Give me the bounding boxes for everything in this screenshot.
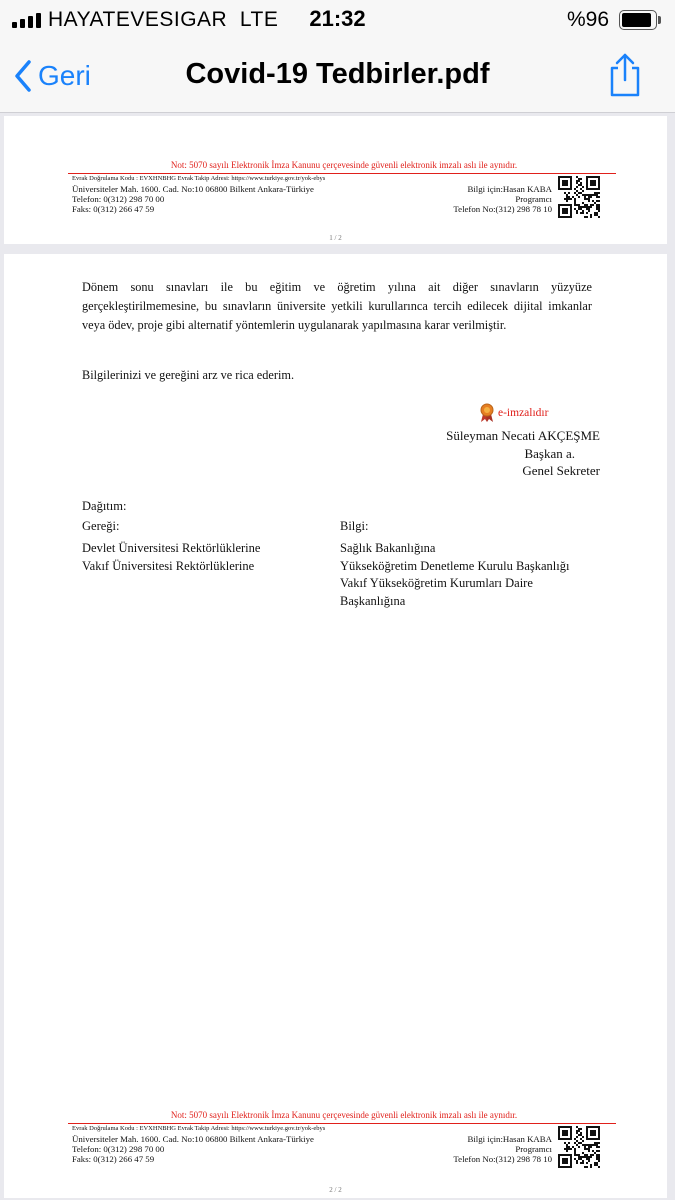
bilgi-list (340, 540, 569, 610)
battery-percent: %96 (566, 8, 609, 31)
verification-code: Evrak Doğrulama Kodu : EVXHNBHG Evrak Takip Adresi: https://www.turkiye.gov.tr/yok-ebys (72, 175, 326, 182)
page-number: 1 / 2 (329, 234, 342, 242)
footer-left (72, 174, 325, 214)
status-bar (0, 0, 675, 40)
legal-note: Not: 5070 sayılı Elektronik İmza Kanunu çerçevesinde güvenli elektronik imzalı aslı ile aynıdır. (170, 1110, 518, 1120)
letter-paragraph: Dönem sonu sınavları ile bu eğitim ve öğretim yılına ait diğer sınavların yüzyüze gerçekleştirilmemesine, bu sınavların üniversite yetkili kurullarınca tercih edilecek dijital imkanlar veya ödev, proje gibi alternatif yöntemlerin uygulanarak yapılmasına karar verilmiştir. (82, 280, 592, 332)
list-item: Başkanlığına (340, 593, 406, 608)
signer-role: Başkan a. (524, 445, 575, 461)
e-signature-badge (480, 403, 548, 423)
footer-contact: Bilgi için:Hasan KABA (467, 184, 552, 194)
bilgi-heading: Bilgi: (340, 519, 369, 533)
qr-code-icon (558, 176, 600, 218)
e-signature-label: e-imzalıdır (498, 407, 549, 419)
back-label: Geri (38, 60, 91, 91)
footer-phone: Telefon: 0(312) 298 70 00 (72, 1144, 165, 1154)
footer-phone: Telefon: 0(312) 298 70 00 (72, 194, 165, 204)
pdf-viewer[interactable] (0, 113, 675, 1200)
footer-fax: Faks: 0(312) 266 47 59 (72, 1154, 155, 1164)
qr-code-icon (558, 1126, 600, 1168)
document-title: Covid-19 Tedbirler.pdf (185, 58, 490, 90)
footer-contact-title: Programcı (515, 194, 552, 204)
list-item: Yükseköğretim Denetleme Kurulu Başkanlığı (340, 558, 570, 573)
footer-address: Üniversiteler Mah. 1600. Cad. No:10 06800 Bilkent Ankara-Türkiye (72, 184, 314, 194)
navigation-bar (0, 40, 675, 113)
footer-contact-phone: Telefon No:(312) 298 78 10 (453, 1154, 552, 1164)
footer-right (453, 1134, 552, 1164)
footer-contact-phone: Telefon No:(312) 298 78 10 (453, 204, 552, 214)
signature-block (404, 427, 600, 480)
letter-closing: Bilgilerinizi ve gereğini arz ve rica ederim. (82, 368, 295, 382)
list-item: Vakıf Yükseköğretim Kurumları Daire (340, 576, 533, 590)
footer-contact-title: Programcı (515, 1144, 552, 1154)
distribution-heading: Dağıtım: (82, 499, 127, 513)
status-time: 21:32 (309, 6, 366, 31)
footer-left (72, 1124, 325, 1164)
list-item: Devlet Üniversitesi Rektörlüklerine (82, 541, 261, 555)
page-number: 2 / 2 (329, 1186, 342, 1194)
footer-address: Üniversiteler Mah. 1600. Cad. No:10 06800 Bilkent Ankara-Türkiye (72, 1134, 314, 1144)
network-type: LTE (239, 8, 279, 31)
signer-title: Genel Sekreter (522, 463, 600, 478)
footer-contact: Bilgi için:Hasan KABA (467, 1134, 552, 1144)
verification-code: Evrak Doğrulama Kodu : EVXHNBHG Evrak Takip Adresi: https://www.turkiye.gov.tr/yok-ebys (72, 1125, 326, 1132)
gerei-list (82, 540, 260, 575)
battery-icon (619, 10, 661, 30)
pdf-page-2 (4, 254, 667, 1198)
footer-right (453, 184, 552, 214)
list-item: Sağlık Bakanlığına (340, 541, 436, 555)
carrier-name: HAYATEVESIGAR (48, 8, 228, 31)
ribbon-seal-icon (480, 403, 494, 423)
pdf-page-1 (4, 116, 667, 244)
share-icon (605, 52, 645, 98)
gerei-heading: Gereği: (82, 519, 120, 533)
signer-name: Süleyman Necati AKÇEŞME (446, 428, 600, 443)
legal-note: Not: 5070 sayılı Elektronik İmza Kanunu çerçevesinde güvenli elektronik imzalı aslı ile aynıdır. (170, 160, 518, 170)
list-item: Vakıf Üniversitesi Rektörlüklerine (82, 558, 255, 573)
share-button[interactable] (605, 52, 645, 98)
footer-fax: Faks: 0(312) 266 47 59 (72, 204, 155, 214)
